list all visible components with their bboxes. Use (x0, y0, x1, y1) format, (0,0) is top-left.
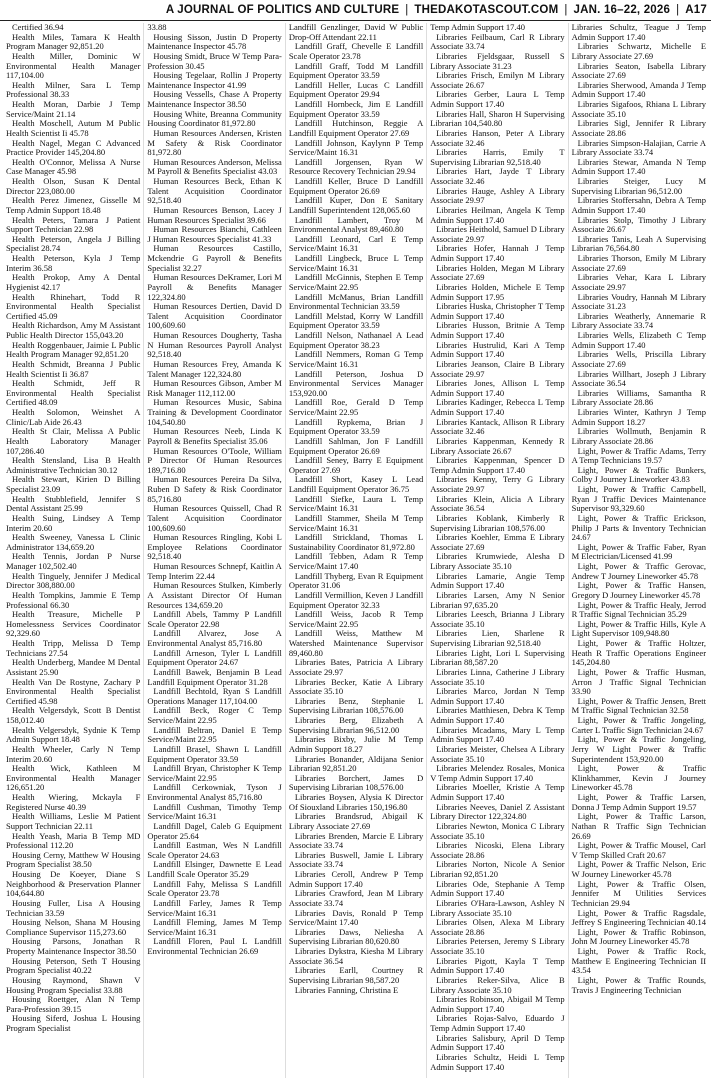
salary-entry: Libraries Hustrulid, Kari A Temp Admin Support 17.40 (430, 339, 565, 360)
salary-entry: Health Tinguely, Jennifer J Medical Director 308,880.00 (6, 570, 141, 591)
salary-entry: Libraries Voudry, Hannah M Library Associate 31.23 (571, 291, 707, 312)
salary-entry: Landfill Siefke, Laura L Temp Service/Maint 16.31 (288, 493, 424, 514)
salary-entry: Light, Power & Traffic Jensen, Brett M Traffic Signal Technician 32.58 (571, 695, 707, 716)
salary-entry: Landfill Abels, Tammy P Landfill Scale Operator 22.98 (147, 609, 282, 629)
salary-entry: Libraries Feilbaum, Carl R Library Associate 33.74 (430, 31, 565, 52)
salary-entry: Landfill Keller, Bruce D Landfill Equipment Operator 26.69 (288, 176, 424, 196)
salary-entry: Libraries Boysen, Alysia K Director Of Siouxland Libraries 150,196.80 (288, 792, 424, 812)
salary-entry: Health Schmidt, Breanna J Public Health Scientist Ii 36.87 (6, 358, 141, 379)
salary-entry: Light, Power & Traffic Adams, Terry A Temp Technicians 19.57 (571, 445, 707, 466)
salary-entry: Libraries Steiger, Lucy M Supervising Librarian 96,512.00 (571, 176, 707, 196)
salary-entry: Libraries Holden, Megan M Library Associate 27.69 (430, 262, 565, 283)
salary-entry: Libraries Nicoski, Elena Library Associate 28.86 (430, 840, 565, 860)
salary-entry: Landfill Cushman, Timothy Temp Service/Maint 16.31 (147, 801, 282, 822)
salary-entry: Health Wheeler, Carly N Temp Interim 20.60 (6, 743, 141, 764)
salary-entry: Libraries Stoffersahn, Debra A Temp Admin Support 17.40 (571, 195, 707, 215)
salary-entry: Health Peterson, Kyla J Temp Interim 36.58 (6, 253, 141, 273)
salary-entry: Libraries Frisch, Emilyn M Library Associate 26.67 (430, 70, 565, 90)
salary-entry: Human Resources DeKramer, Lori M Payroll & Benefits Manager 122,324.80 (147, 272, 282, 302)
salary-entry: Libraries Kantack, Allison R Library Associate 32.46 (430, 416, 565, 437)
salary-entry: Housing Raymond, Shawn V Housing Program Specialist 33.88 (6, 974, 141, 995)
salary-entry: Libraries Lien, Sharlene R Supervising Librarian 92,518.40 (430, 628, 565, 648)
salary-entry: Landfill Fleming, James M Temp Service/Maint 16.31 (147, 917, 282, 937)
salary-entry: Health Rhinehart, Todd R Environmental Health Specialist Certified 45.09 (6, 291, 141, 321)
salary-entry: Libraries Matthiesen, Debra K Temp Admin Support 17.40 (430, 705, 565, 725)
column-4 (426, 23, 567, 1078)
salary-entry: Libraries Williams, Samantha R Library Associate 28.86 (571, 387, 707, 408)
salary-entry: Libraries Lamarie, Angie Temp Admin Support 17.40 (430, 570, 565, 591)
salary-entry: Libraries Rojas-Salvo, Eduardo J Temp Admin Support 17.40 (430, 1013, 565, 1033)
salary-entry: Landfill McManus, Brian Landfill Environmental Technician 33.59 (288, 291, 424, 312)
salary-entry: Libraries Kenny, Terry G Library Associate 29.97 (430, 474, 565, 494)
salary-entry: Libraries Robinson, Abigail M Temp Admin Support 17.40 (430, 994, 565, 1014)
salary-entry: Libraries Huska, Christopher T Temp Admin Support 17.40 (430, 301, 565, 321)
salary-entry: Libraries Holden, Michele E Temp Admin Support 17.95 (430, 281, 565, 302)
salary-entry: Human Resources Anderson, Melissa M Payroll & Benefits Specialist 43.03 (147, 156, 282, 177)
salary-entry: Health Prokop, Amy A Dental Hygienist 42.17 (6, 272, 141, 292)
salary-entry: Housing Cerny, Matthew W Housing Program Specialist 38.50 (6, 849, 141, 870)
salary-entry: Light, Power & Traffic Hansen, Gregory D Journey Lineworker 45.78 (571, 580, 707, 600)
salary-entry: Libraries Hall, Sharon H Supervising Librarian 104,540.80 (430, 108, 565, 129)
salary-entry: Human Resources Gibson, Amber M Risk Manager 112,112.00 (147, 378, 282, 398)
salary-entry: Landfill Hutchinson, Reggie A Landfill Equipment Operator 27.69 (288, 118, 424, 138)
salary-entry: Landfill Weiss, Jacob R Temp Service/Maint 22.95 (288, 609, 424, 629)
salary-entry: Human Resources Schnepf, Kaitlin A Temp Interim 22.44 (147, 561, 282, 581)
salary-entry: Libraries Wells, Priscilla Library Associate 27.69 (571, 349, 707, 369)
salary-entry: Libraries Stolp, Timothy J Library Associate 26.67 (571, 214, 707, 235)
salary-entry: Landfill Short, Kasey L Lead Landfill Equipment Operator 36.75 (288, 474, 424, 494)
column-3 (285, 23, 426, 1078)
salary-entry: Libraries Hanson, Peter A Library Associate 32.46 (430, 127, 565, 148)
salary-entry: Health Williams, Leslie M Patient Support Technician 22.11 (6, 811, 141, 831)
salary-entry: Human Resources Pereira Da Silva, Ruben D Safety & Risk Coordinator 85,716.80 (147, 474, 282, 504)
salary-entry: Landfill Thyberg, Evan R Equipment Operator 31.06 (288, 570, 424, 591)
salary-entry: Human Resources Frey, Amanda K Talent Manager 122,324.80 (147, 358, 282, 379)
salary-entry: Landfill Alvarez, Jose A Environmental Analyst 85,716.80 (147, 628, 282, 648)
salary-entry: Libraries Husson, Britnie A Temp Admin Support 17.40 (430, 320, 565, 340)
salary-entry: Housing Sisson, Justin D Property Maintenance Inspector 45.78 (147, 31, 282, 52)
salary-entry: Landfill Elsinger, Dawnette E Lead Landfill Scale Operator 35.29 (147, 859, 282, 879)
salary-entry: Libraries Harris, Emily T Supervising Librarian 92,518.40 (430, 147, 565, 167)
salary-entry: Landfill Bryan, Christopher K Temp Service/Maint 22.95 (147, 763, 282, 783)
salary-entry: Human Resources Music, Sabina Training & Development Coordinator 104,540.80 (147, 397, 282, 427)
salary-entry: Landfill Jorgensen, Ryan W Resource Recovery Technician 29.94 (288, 156, 424, 177)
salary-entry: Libraries Norton, Nicole A Senior Librarian 92,851.20 (430, 859, 565, 879)
salary-entry: Health Velgersdyk, Sydnie K Temp Admin Support 18.48 (6, 724, 141, 745)
salary-entry: Libraries Seaton, Isabella Library Associate 27.69 (571, 60, 707, 81)
salary-entry: Housing Fuller, Lisa A Housing Technician 33.59 (6, 897, 141, 918)
salary-entry: Landfill Beltran, Daniel E Temp Service/Maint 22.95 (147, 724, 282, 745)
salary-entry: Light, Power & Traffic Rounds, Travis J Engineering Technician (571, 974, 707, 995)
salary-entry: Libraries Petersen, Jeremy S Library Associate 35.10 (430, 936, 565, 956)
page-number: A17 (685, 4, 707, 16)
salary-entry: Libraries Kadinger, Rebecca L Temp Admin Support 17.40 (430, 397, 565, 417)
salary-entry: Health Tennis, Jordan P Nurse Manager 102,502.40 (6, 551, 141, 571)
salary-entry: Libraries Jones, Allison L Temp Admin Support 17.40 (430, 378, 565, 398)
salary-entry: Health Sweeney, Vanessa L Clinic Administrator 134,659.20 (6, 532, 141, 552)
salary-entry: Health Milner, Sara L Temp Professional 38.33 (6, 79, 141, 100)
column-2 (143, 23, 284, 1078)
salary-entry: Libraries Fanning, Christina E (294, 984, 399, 995)
salary-entry: Landfill Kuper, Don E Sanitary Landfill Superintendent 128,065.60 (288, 195, 424, 215)
salary-entry: Libraries Schultz, Heidi L Temp Admin Support 17.40 (430, 1051, 565, 1072)
salary-entry: Libraries Earll, Courtney R Supervising Librarian 98,587.20 (288, 965, 424, 985)
salary-entry: Libraries Davis, Ronald P Temp Service/Maint 17.40 (288, 907, 424, 928)
salary-entry: Light, Power & Traffic Larsen, Donna J Temp Admin Support 19.57 (571, 792, 707, 812)
salary-entry: Libraries Light, Lori L Supervising Librarian 88,587.20 (430, 647, 565, 668)
salary-entry: Landfill Weiss, Matthew M Watershed Maintenance Supervisor 89,460.80 (288, 628, 424, 658)
salary-entry: Health Richardson, Amy M Assistant Public Health Director 155,043.20 (6, 320, 141, 340)
salary-entry: Health Tripp, Melissa D Temp Technicians 27.54 (6, 638, 141, 658)
salary-entry: Libraries Hofer, Hannah J Temp Admin Support 17.40 (430, 243, 565, 263)
salary-entry: Libraries Borchert, James D Supervising Librarian 108,576.00 (288, 772, 424, 793)
salary-entry: Human Resources Neeb, Linda K Payroll & Benefits Specialist 35.06 (147, 426, 282, 446)
salary-entry: Health Miles, Tamara K Health Program Manager 92,851.20 (6, 31, 141, 52)
salary-entry: Health Wiering, Mckayla F Registered Nurse 40.39 (6, 792, 141, 812)
salary-entry: Landfill Heller, Lucas C Landfill Equipment Operator 29.94 (288, 79, 424, 100)
salary-entry: Human Resources Dougherty, Tasha N Human Resources Payroll Analyst 92,518.40 (147, 330, 282, 360)
salary-entry: Landfill Stammer, Sheila M Temp Service/Maint 16.31 (288, 512, 424, 533)
salary-entry: Light, Power & Traffic Hills, Kyle A Light Supervisor 109,948.80 (571, 618, 707, 639)
salary-entry: Landfill Peterson, Joshua D Environmental Services Manager 153,920.00 (288, 368, 424, 398)
publication-tagline: A JOURNAL OF POLITICS AND CULTURE (165, 4, 400, 16)
salary-entry: Landfill Sahlman, Jon F Landfill Equipment Operator 26.69 (288, 435, 424, 456)
salary-entry: Human Resources O'Toole, William P Director Of Human Resources 189,716.80 (147, 445, 282, 475)
salary-entry: Human Resources Ringling, Kobi L Employee Relations Coordinator 92,518.40 (147, 532, 282, 562)
salary-entry: Health Perez Jimenez, Gisselle M Temp Admin Support 18.48 (6, 195, 141, 215)
salary-entry: Health Miller, Dominic W Environmental Health Manager 117,104.00 (6, 50, 141, 81)
salary-entry: Housing Smidt, Bruce W Temp Para-Profession 30.45 (147, 50, 282, 71)
salary-entry: Libraries Berg, Elizabeth A Supervising Librarian 96,512.00 (288, 715, 424, 735)
salary-entry: Health Underberg, Mandee M Dental Assistant 25.90 (6, 657, 141, 677)
salary-entry: Libraries Buswell, Jamie L Library Associate 33.74 (288, 849, 424, 870)
salary-entry: Light, Power & Traffic Robinson, John M Journey Lineworker 45.78 (571, 926, 707, 947)
salary-entry: Health Velgersdyk, Scott B Dentist 158,012.40 (6, 705, 141, 725)
salary-entry: Human Resources Andersen, Kristen M Safety & Risk Coordinator 81,972.80 (147, 127, 282, 158)
salary-entry: Health Wick, Kathleen M Environmental Health Manager 126,651.20 (6, 763, 141, 793)
salary-entry: Health Van De Rostyne, Zachary P Environmental Health Specialist Certified 45.98 (6, 676, 141, 706)
salary-entry: Libraries Heilman, Angela K Temp Admin Support 17.40 (430, 204, 565, 225)
salary-entry: Light, Power & Traffic Jongeling, Jerry W Light Power & Traffic Superintendent 153,920.00 (571, 734, 707, 764)
salary-entry: Light, Power & Traffic Mousel, Carl V Temp Skilled Craft 20.67 (571, 840, 707, 860)
salary-entry: Libraries Wells, Elizabeth C Temp Admin Support 17.40 (571, 330, 707, 350)
salary-entry: Libraries Klein, Alicia A Library Associate 36.54 (430, 493, 565, 514)
salary-entry: Landfill Fahy, Melissa S Landfill Scale Operator 23.78 (147, 878, 282, 899)
salary-entry: Health Treasure, Michelle P Homelessness Services Coordinator 92,329.60 (6, 609, 141, 639)
salary-entry: Libraries Winter, Kathryn J Temp Admin Support 18.27 (571, 407, 707, 427)
header-separator: | (564, 4, 568, 16)
salary-entry: Human Resources Dertien, David D Talent Acquisition Coordinator 100,609.60 (147, 301, 282, 331)
salary-entry: Libraries Tanis, Leah A Supervising Librarian 76,564.80 (571, 233, 707, 254)
salary-entry: Light, Power & Traffic Erickson, Philip J Parts & Inventory Technician 24.67 (571, 512, 707, 543)
salary-entry: Landfill Roe, Gerald D Temp Service/Maint 22.95 (288, 397, 424, 417)
salary-entry: Libraries Bonander, Aldijana Senior Librarian 92,851.20 (288, 753, 424, 774)
salary-entry: Landfill Leonard, Carl E Temp Service/Maint 16.31 (288, 233, 424, 254)
salary-entry: Libraries Mcadams, Mary L Temp Admin Support 17.40 (430, 724, 565, 745)
salary-entry: Health Moschell, Autum M Public Health Scientist Ii 45.78 (6, 118, 141, 138)
salary-entry: Landfill Johnson, Kaylynn P Temp Service/Maint 16.31 (288, 137, 424, 158)
salary-entry: Health Peters, Tamara J Patient Support Technician 22.98 (6, 214, 141, 235)
salary-entry: Health Olson, Susan K Dental Director 223,080.00 (6, 176, 141, 196)
salary-entry: Light, Power & Traffic Klinkhammer, Kevin J Journey Lineworker 45.78 (571, 763, 707, 793)
salary-entry: Libraries Schultz, Teague J Temp Admin Support 17.40 (571, 23, 707, 42)
salary-entry: Light, Power & Traffic Campbell, Ryan J Traffic Devices Maintenance Supervisor 93,329.60 (571, 484, 707, 514)
salary-entry: Health Peterson, Angela J Billing Specialist 28.74 (6, 233, 141, 254)
salary-entry: Libraries Wollmuth, Benjamin R Library Associate 28.86 (571, 426, 707, 446)
salary-entry: Housing Peterson, Seth T Housing Program Specialist 40.22 (6, 955, 141, 976)
website-link[interactable]: THEDAKOTASCOUT.COM (414, 4, 559, 16)
salary-entry: Landfill Farley, James R Temp Service/Maint 16.31 (147, 897, 282, 918)
salary-entry: Health Stubblefield, Jennifer S Dental Assistant 25.99 (6, 493, 141, 514)
salary-entry: Housing Vessells, Chase A Property Maintenance Inspector 38.50 (147, 89, 282, 109)
salary-entry: Landfill Strickland, Thomas L Sustainability Coordinator 81,972.80 (288, 532, 424, 552)
salary-entry: Libraries Neeves, Daniel Z Assistant Library Director 122,324.80 (430, 801, 565, 822)
salary-entry: Libraries Sigafoos, Rhiana L Library Associate 35.10 (571, 99, 707, 119)
salary-entry: Landfill Lingbeck, Bruce L Temp Service/Maint 16.31 (288, 253, 424, 273)
salary-entry: Libraries Brenden, Marcie E Library Associate 33.74 (288, 830, 424, 851)
salary-entry: Libraries Benz, Stephanie L Supervising Librarian 108,576.00 (288, 695, 424, 716)
salary-entry: Libraries O'Hara-Lawson, Ashley N Library Associate 35.10 (430, 897, 565, 918)
salary-entry: Libraries Sherwood, Amanda J Temp Admin Support 17.40 (571, 79, 707, 100)
salary-entry: Libraries Sigl, Jennifer R Library Associate 28.86 (571, 118, 707, 138)
header-separator: | (405, 4, 409, 16)
salary-entry: Libraries Kappenman, Spencer D Temp Admin Support 17.40 (430, 455, 565, 475)
salary-entry: Libraries Willhart, Joseph J Library Associate 36.54 (571, 368, 707, 389)
salary-entry: Health Tompkins, Jammie E Temp Professional 66.30 (6, 589, 141, 610)
salary-entry: Landfill Floren, Paul L Landfill Environmental Technician 26.69 (147, 936, 282, 956)
column-1 (3, 23, 143, 1078)
salary-entry: Libraries Daws, Neliesha A Supervising Librarian 80,620.80 (288, 926, 424, 947)
page-header (0, 0, 711, 21)
salary-entry: Libraries Kappenman, Kennedy R Library Associate 26.67 (430, 435, 565, 456)
issue-date: JAN. 16–22, 2026 (573, 4, 671, 16)
salary-entry: Libraries Crawford, Jean M Library Associate 33.74 (288, 888, 424, 908)
salary-entry: Health Stewart, Kirien D Billing Specialist 23.09 (6, 474, 141, 494)
salary-entry: Light, Power & Traffic Rock, Matthew E Engineering Technician II 43.54 (571, 946, 707, 976)
salary-entry: Libraries Olsen, Alexa M Library Associate 28.86 (430, 917, 565, 937)
salary-entry: Libraries Schwartz, Michelle E Library Associate 27.69 (571, 41, 707, 61)
salary-entry: Libraries Newton, Monica C Library Associate 35.10 (430, 820, 565, 841)
salary-entry: 33.88 (147, 23, 167, 32)
salary-entry: Libraries Ceroll, Andrew P Temp Admin Support 17.40 (288, 869, 424, 889)
salary-entry: Human Resources Benson, Lacey J Human Resources Specialist 39.66 (147, 204, 282, 225)
salary-entry: Libraries Moeller, Kristie A Temp Admin Support 17.40 (430, 782, 565, 802)
salary-entry: Housing Siferd, Joshua L Housing Program Specialist (6, 1013, 141, 1033)
salary-entry: Landfill Melstad, Korry W Landfill Equipment Operator 33.59 (288, 310, 424, 331)
salary-entry: Libraries Bates, Patricia A Library Associate 29.97 (288, 657, 424, 677)
salary-entry: Light, Power & Traffic Faber, Ryan M Electrician/Licensed 41.99 (571, 541, 707, 562)
salary-entry: Light, Power & Traffic Holtzer, Heath R Traffic Operations Engineer 145,204.80 (571, 638, 707, 668)
salary-entry: Light, Power & Traffic Gerovac, Andrew T Journey Lineworker 45.78 (571, 561, 707, 581)
salary-entry: Libraries Brandsrud, Abigail K Library Associate 27.69 (288, 811, 424, 831)
salary-entry: Landfill Brasel, Shawn L Landfill Equipment Operator 33.59 (147, 743, 282, 764)
salary-entry: Libraries Bixby, Julie M Temp Admin Support 18.27 (288, 734, 424, 754)
salary-entry: Light, Power & Traffic Healy, Jerrod R Traffic Signal Technician 35.29 (571, 599, 707, 620)
salary-entry: Libraries Gerber, Laura L Temp Admin Support 17.40 (430, 89, 565, 109)
salary-entry: Libraries Meister, Chelsea A Library Associate 35.10 (430, 743, 565, 764)
salary-entry: Landfill Nemmers, Roman G Temp Service/Maint 16.31 (288, 349, 424, 369)
salary-entry: Libraries Thorson, Emily M Library Associate 27.69 (571, 253, 707, 273)
salary-entry: Libraries Fjeldsgaar, Russell S Library Associate 31.23 (430, 50, 565, 71)
salary-entry: Landfill Lambert, Troy M Environmental Analyst 89,460.80 (288, 214, 424, 235)
salary-entry: Libraries Larsen, Amy N Senior Librarian 97,635.20 (430, 589, 565, 610)
salary-entry: Housing Tegelaar, Rollin J Property Maintenance Inspector 41.99 (147, 70, 282, 90)
column-5 (568, 23, 709, 1078)
salary-entry: Human Resources Quissell, Chad R Talent Acquisition Coordinator 100,609.60 (147, 503, 282, 533)
salary-entry: Libraries Krumwiede, Alesha D Library Associate 35.10 (430, 551, 565, 571)
salary-entry: Health Solomon, Weinshet A Clinic/Lab Aide 26.43 (6, 407, 141, 427)
salary-entry: Libraries Simpson-Halajian, Carrie A Library Associate 33.74 (571, 137, 707, 158)
salary-entry: Housing De Koeyer, Diane S Neighborhood & Preservation Planner 104,644.80 (6, 869, 141, 899)
salary-entry: Temp Admin Support 17.40 (430, 23, 526, 32)
salary-entry: Landfill Hornbeck, Jim E Landfill Equipment Operator 33.59 (288, 99, 424, 119)
salary-entry: Landfill Genzlinger, David W Public Drop-Off Attendant 22.11 (288, 23, 424, 42)
salary-entry: Libraries Heithold, Samuel D Library Associate 29.97 (430, 224, 565, 244)
salary-entry: Libraries Salisbury, April D Temp Admin Support 17.40 (430, 1032, 565, 1053)
salary-entry: Landfill Rypkema, Brian J Equipment Operator 33.59 (288, 416, 424, 437)
salary-entry: Health O'Connor, Melissa A Nurse Case Manager 45.98 (6, 156, 141, 177)
salary-entry: Human Resources Beck, Ethan K Talent Acquisition Coordinator 92,518.40 (147, 176, 282, 206)
salary-entry: Libraries Koblank, Kimberly R Supervising Librarian 108,576.00 (430, 512, 565, 533)
salary-entry: Health Yeash, Maria B Temp MD Professional 112.20 (6, 830, 141, 851)
salary-entry: Landfill Seney, Barry E Equipment Operator 27.69 (288, 455, 424, 475)
header-separator: | (676, 4, 680, 16)
salary-entry: Landfill Tebben, Adam R Temp Service/Maint 17.40 (288, 551, 424, 571)
salary-entry: Landfill Arneson, Tyler L Landfill Equipment Operator 24.67 (147, 647, 282, 668)
salary-entry: Health Stensland, Lisa B Health Administrative Technician 30.12 (6, 455, 141, 475)
salary-entry: Housing White, Breanna Community Housing Coordinator 81,972.80 (147, 108, 282, 129)
salary-entry: Health Nagel, Megan C Advanced Practice Provider 145,204.80 (6, 137, 141, 158)
salary-entry: Human Resources Castillo, Mckendrie G Payroll & Benefits Specialist 32.27 (147, 243, 282, 273)
salary-entry: Libraries Hauge, Ashley A Library Associate 29.97 (430, 185, 565, 206)
salary-entry: Light, Power & Traffic Olsen, Jennifer M Utilities Services Technician 29.94 (571, 878, 707, 908)
salary-entry: Landfill Dagel, Caleb G Equipment Operator 25.64 (147, 820, 282, 841)
salary-entry: Health Roggenbauer, Jaimie L Public Health Program Manager 92,851.20 (6, 339, 141, 360)
salary-entry: Libraries Hart, Jayde T Library Associate 32.46 (430, 166, 565, 186)
salary-entry: Health Suing, Lindsey A Temp Interim 20.60 (6, 512, 141, 533)
salary-entry: Housing Nelson, Shana M Housing Compliance Supervisor 115,273.60 (6, 917, 141, 937)
salary-entry: Libraries Dykstra, Kiesha M Library Associate 36.54 (288, 946, 424, 966)
salary-entry: Health St Clair, Melissa A Public Health Laboratory Manager 107,286.40 (6, 426, 141, 456)
salary-entry: Libraries Melendez Rosales, Monica V Temp Admin Support 17.40 (430, 763, 565, 783)
salary-listing (0, 21, 711, 1078)
salary-entry: Libraries Reker-Silva, Alice B Library Associate 35.10 (430, 974, 565, 995)
salary-entry: Light, Power & Traffic Bunkers, Colby J Journey Lineworker 43.83 (571, 464, 707, 485)
salary-entry: Landfill Eastman, Wes N Landfill Scale Operator 24.63 (147, 840, 282, 860)
salary-entry: Landfill Graff, Chevelle E Landfill Scale Operator 23.78 (288, 41, 424, 61)
salary-entry: Landfill Bawek, Benjamin B Lead Landfill Equipment Operator 31.28 (147, 666, 282, 687)
salary-entry: Libraries Ode, Stephanie A Temp Admin Support 17.40 (430, 878, 565, 899)
salary-entry: Landfill McGinnis, Stephen E Temp Service/Maint 22.95 (288, 272, 424, 292)
salary-entry: Light, Power & Traffic Nelson, Eric W Journey Lineworker 45.78 (571, 859, 707, 879)
salary-entry: Landfill Cerkowniak, Tyson J Environmental Analyst 85,716.80 (147, 782, 282, 802)
salary-entry: Libraries Becker, Katie A Library Associate 35.10 (288, 676, 424, 697)
salary-entry: Libraries Leesch, Brianna J Library Associate 35.10 (430, 609, 565, 629)
salary-entry: Libraries Koehler, Emma E Library Associate 27.69 (430, 532, 565, 552)
salary-entry: Housing Roettger, Alan N Temp Para-Profession 39.15 (6, 994, 141, 1014)
salary-entry: Libraries Linna, Catherine J Library Associate 35.10 (430, 666, 565, 687)
salary-entry: Libraries Pigott, Kayla T Temp Admin Support 17.40 (430, 955, 565, 976)
salary-entry: Light, Power & Traffic Ragsdale, Jeffrey S Engineering Technician 40.14 (571, 907, 707, 928)
salary-entry: Light, Power & Traffic Larson, Nathan R Traffic Sign Technician 26.69 (571, 811, 707, 841)
salary-entry: Light, Power & Traffic Jongeling, Carter L Traffic Sign Technician 24.67 (571, 715, 707, 735)
salary-entry: Landfill Bechtold, Ryan S Landfill Operations Manager 117,104.00 (147, 686, 282, 706)
salary-entry: Landfill Nelson, Nathanael A Lead Equipment Operator 38.23 (288, 330, 424, 350)
salary-entry: Libraries Stewar, Amanda N Temp Admin Support 17.40 (571, 156, 707, 177)
salary-entry: Libraries Vehar, Kara L Library Associate 29.97 (571, 272, 707, 292)
salary-entry: Certified 36.94 (12, 23, 64, 32)
salary-entry: Landfill Graff, Todd M Landfill Equipment Operator 33.59 (288, 60, 424, 81)
salary-entry: Human Resources Bianchi, Cathleen J Human Resources Specialist 41.33 (147, 224, 282, 244)
salary-entry: Landfill Vermillion, Keven J Landfill Equipment Operator 32.33 (288, 589, 424, 610)
salary-entry: Health Moran, Darbie J Temp Service/Maint 21.14 (6, 99, 141, 119)
salary-entry: Human Resources Stulken, Kimberly A Assistant Director Of Human Resources 134,659.20 (147, 580, 282, 610)
salary-entry: Landfill Beck, Roger C Temp Service/Maint 22.95 (147, 705, 282, 725)
salary-entry: Libraries Jeanson, Claire B Library Associate 29.97 (430, 358, 565, 379)
salary-entry: Light, Power & Traffic Husman, Arron J Traffic Signal Technician 33.90 (571, 666, 707, 697)
salary-entry: Libraries Weatherly, Annemarie R Library Associate 33.74 (571, 310, 707, 331)
salary-entry: Housing Parsons, Jonathan R Property Maintenance Inspector 38.50 (6, 936, 141, 956)
salary-entry: Health Schmidt, Jeff R Environmental Health Specialist Certified 48.09 (6, 378, 141, 408)
salary-entry: Libraries Marco, Jordan N Temp Admin Support 17.40 (430, 686, 565, 706)
